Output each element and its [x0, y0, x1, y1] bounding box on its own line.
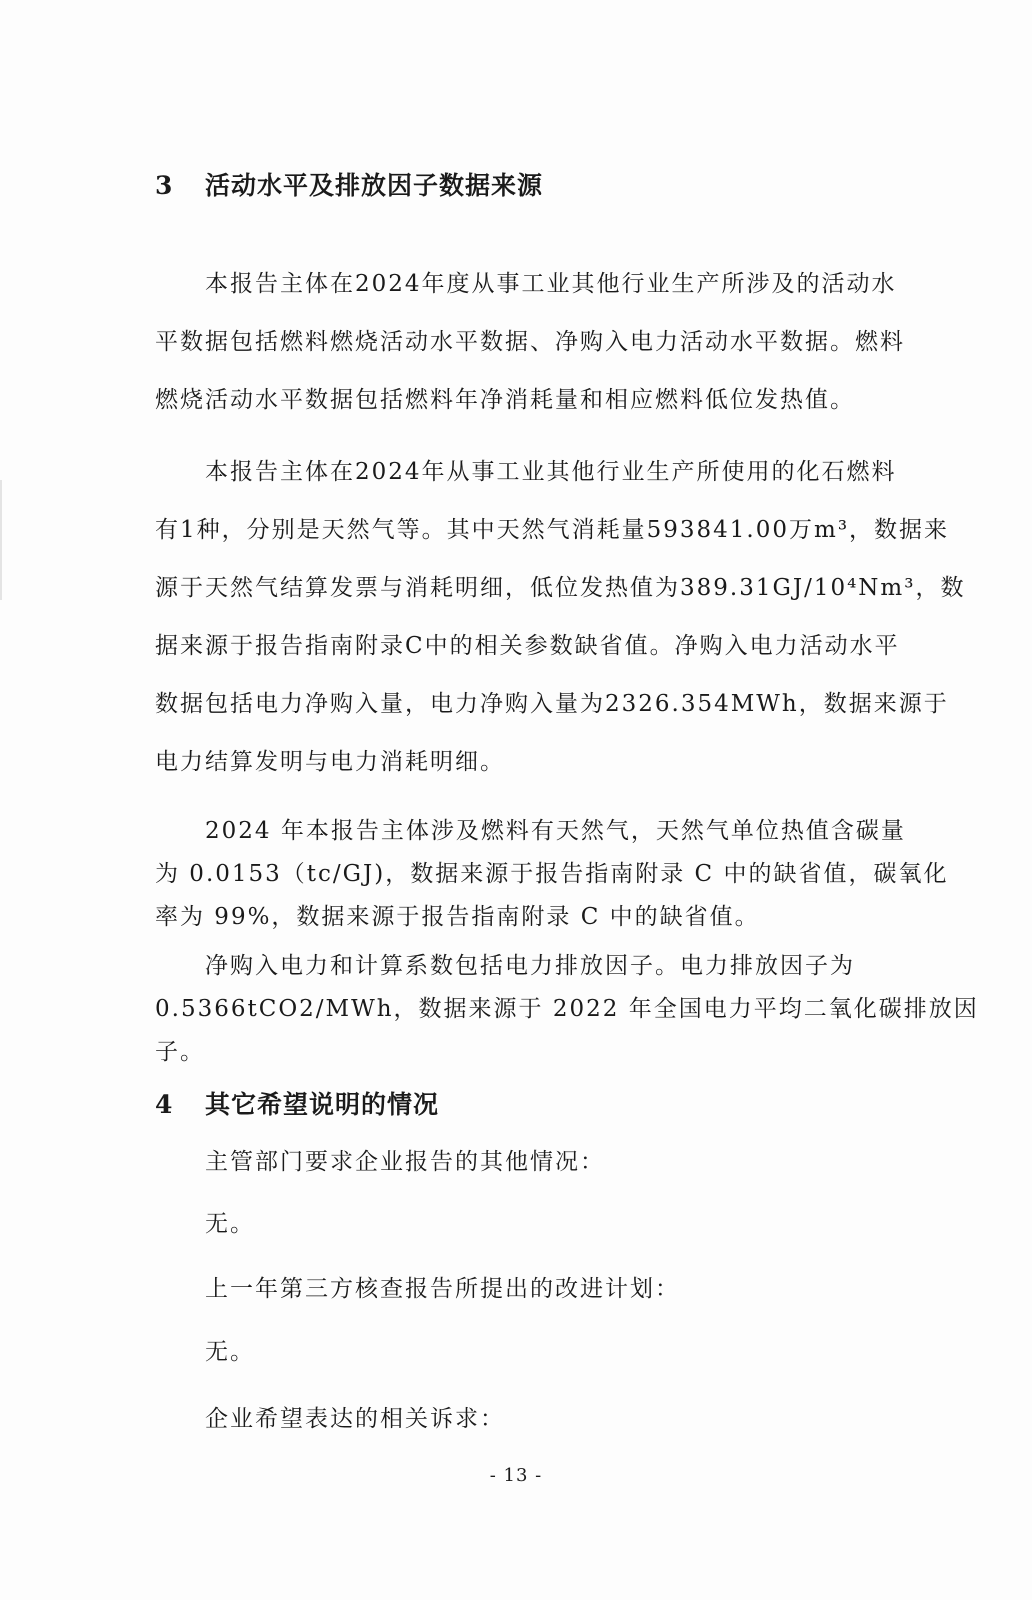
paragraph-line: 子。 [155, 1039, 205, 1065]
paragraph-line: 为 0.0153（tc/GJ)，数据来源于报告指南附录 C 中的缺省值，碳氧化 [155, 861, 949, 887]
paragraph-line: 平数据包括燃料燃烧活动水平数据、净购入电力活动水平数据。燃料 [155, 329, 905, 355]
scan-edge-mark [0, 480, 2, 600]
paragraph-line: 据来源于报告指南附录C中的相关参数缺省值。净购入电力活动水平 [155, 633, 900, 659]
paragraph-line: 源于天然气结算发票与消耗明细，低位发热值为389.31GJ/10⁴Nm³，数 [155, 575, 966, 601]
paragraph-fuel-and-electricity [155, 443, 966, 791]
paragraph-line: 2024 年本报告主体涉及燃料有天然气，天然气单位热值含碳量 [155, 818, 906, 844]
section-4-title: 其它希望说明的情况 [205, 1090, 440, 1119]
page-number: - 13 - [489, 1465, 543, 1486]
paragraph-line: 电力结算发明与电力消耗明细。 [155, 749, 505, 775]
paragraph-line: 本报告主体在2024年从事工业其他行业生产所使用的化石燃料 [155, 459, 897, 485]
paragraph-emission-factor [155, 945, 979, 1074]
paragraph-line: 燃烧活动水平数据包括燃料年净消耗量和相应燃料低位发热值。 [155, 387, 855, 413]
improvement-plan-value: 无。 [205, 1339, 255, 1365]
section-3-title: 活动水平及排放因子数据来源 [205, 171, 544, 200]
paragraph-line: 0.5366tCO2/MWh，数据来源于 2022 年全国电力平均二氧化碳排放因 [155, 996, 979, 1022]
paragraph-carbon-content [155, 810, 949, 939]
paragraph-line: 本报告主体在2024年度从事工业其他行业生产所涉及的活动水 [155, 271, 897, 297]
dept-requirement-value: 无。 [205, 1211, 255, 1237]
section-4-number: 4 [155, 1090, 174, 1119]
paragraph-line: 净购入电力和计算系数包括电力排放因子。电力排放因子为 [155, 953, 855, 979]
paragraph-line: 有1种，分别是天然气等。其中天然气消耗量593841.00万m³，数据来 [155, 517, 950, 543]
dept-requirement-label: 主管部门要求企业报告的其他情况： [205, 1149, 605, 1175]
paragraph-line: 率为 99%，数据来源于报告指南附录 C 中的缺省值。 [155, 904, 760, 930]
improvement-plan-label: 上一年第三方核查报告所提出的改进计划： [205, 1276, 680, 1302]
paragraph-line: 数据包括电力净购入量，电力净购入量为2326.354MWh，数据来源于 [155, 691, 949, 717]
section-3-number: 3 [155, 171, 174, 200]
section-3-heading [155, 166, 543, 202]
enterprise-appeal-label: 企业希望表达的相关诉求： [205, 1406, 505, 1432]
section-4-heading [155, 1085, 439, 1121]
paragraph-activity-data [155, 255, 905, 429]
